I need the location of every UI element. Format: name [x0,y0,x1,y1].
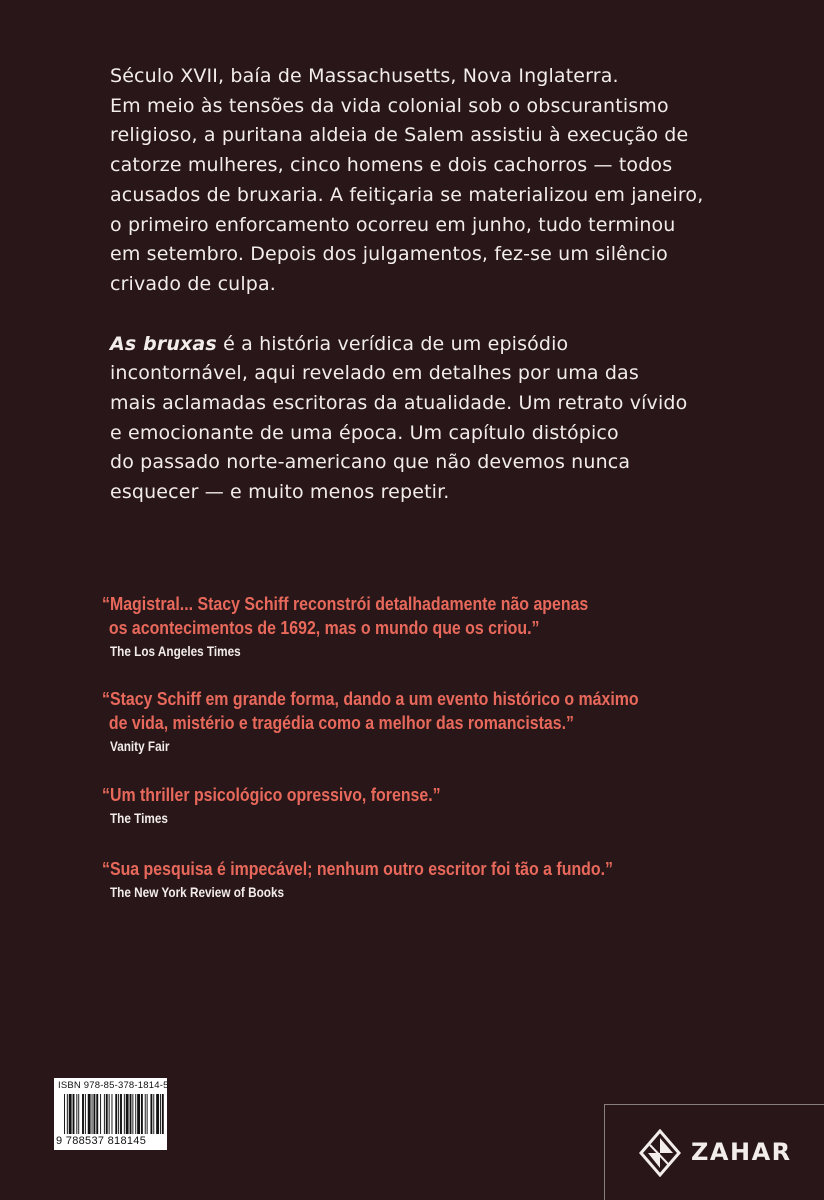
barcode-bar [82,1094,84,1134]
quote-source: The New York Review of Books [110,884,285,900]
barcode-bar [162,1094,164,1134]
blurb-line: crivado de culpa. [110,272,276,295]
barcode-bar [137,1094,140,1134]
quote-line: “Um thriller psicológico opressivo, forense.” [102,784,441,805]
blurb-line: religioso, a puritana aldeia de Salem assistiu à execução de [110,124,689,147]
blurb-line: incontornável, aqui revelado em detalhes por uma das [110,362,639,385]
blurb-line: é a história verídica de um episódio [216,332,569,355]
barcode-bar [76,1094,77,1134]
barcode-bar [145,1094,146,1134]
blurb-line: catorze mulheres, cinco homens e dois cachorros — todos [110,154,673,177]
barcode-bar [93,1094,95,1134]
barcode-bar [85,1094,86,1134]
blurb-line: em setembro. Depois dos julgamentos, fez-se um silêncio [110,243,668,266]
zahar-diamond-logo-icon [639,1129,681,1177]
barcode-bar [67,1094,68,1134]
barcode-digits: 9 788537 818145 [56,1135,147,1147]
barcode-bar [120,1094,122,1134]
barcode-bar [156,1094,159,1134]
barcode-bar [118,1094,119,1134]
barcode-bar [150,1094,152,1134]
barcode-bar [130,1094,132,1134]
blurb-line: do passado norte-americano que não devemos nunca [110,451,631,474]
blurb-line: Em meio às tensões da vida colonial sob o obscurantismo [110,94,669,117]
quote-text [102,857,635,881]
barcode-bar [88,1094,91,1134]
barcode-bar [160,1094,161,1134]
barcode-bar [106,1094,108,1134]
publisher-name: ZAHAR [691,1138,792,1166]
barcode-bar [126,1094,129,1134]
barcode-bars [64,1094,164,1134]
barcode-bar [124,1094,125,1134]
barcode-bar [147,1094,148,1134]
quote-text [102,783,635,807]
review-quote-2 [102,687,722,755]
isbn-barcode [54,1078,167,1150]
quote-source: The Times [110,810,168,826]
barcode-bar [132,1094,133,1134]
review-quote-3 [102,783,722,827]
review-quote-4 [102,857,722,901]
barcode-bar [141,1094,143,1134]
barcode-bar [109,1094,110,1134]
blurb-line: e emocionante de uma época. Um capítulo distópico [110,421,619,444]
barcode-bar [64,1094,65,1134]
barcode-bar [96,1094,98,1134]
barcode-bar [73,1094,75,1134]
blurb-paragraph-2 [110,330,730,508]
review-quote-1 [102,592,722,660]
quote-line: de vida, mistério e tragédia como a melhor das romancistas.” [108,712,574,733]
quote-text [102,687,639,735]
quote-source: Vanity Fair [110,738,170,754]
back-cover-blurb [110,62,730,508]
quote-source: The Los Angeles Times [110,643,241,659]
barcode-bar [112,1094,113,1134]
quote-text [102,592,635,640]
blurb-line: mais aclamadas escritoras da atualidade. Um retrato vívido [110,392,688,415]
blurb-line: Século XVII, baía de Massachusetts, Nova Inglaterra. [110,65,619,87]
quote-line: “Magistral... Stacy Schiff reconstrói detalhadamente não apenas [102,593,589,614]
quote-line: “Sua pesquisa é impecável; nenhum outro escritor foi tão a fundo.” [102,858,613,879]
barcode-bar [115,1094,117,1134]
blurb-paragraph-1 [110,62,730,300]
quote-line: os acontecimentos de 1692, mas o mundo que os criou.” [108,617,540,638]
publisher-logo [604,1104,824,1200]
blurb-line: esquecer — e muito menos repetir. [110,481,450,504]
barcode-bar [135,1094,136,1134]
barcode-bar [78,1094,79,1134]
barcode-bar [100,1094,101,1134]
book-title: As bruxas [110,332,217,355]
isbn-label: ISBN 978-85-378-1814-5 [58,1080,169,1091]
blurb-line: acusados de bruxaria. A feitiçaria se materializou em janeiro, [110,183,704,206]
blurb-line: o primeiro enforcamento ocorreu em junho, tudo terminou [110,213,676,236]
barcode-bar [92,1094,93,1134]
barcode-bar [104,1094,105,1134]
barcode-bar [69,1094,72,1134]
quote-line: “Stacy Schiff em grande forma, dando a um evento histórico o máximo [102,688,639,709]
barcode-bar [153,1094,154,1134]
